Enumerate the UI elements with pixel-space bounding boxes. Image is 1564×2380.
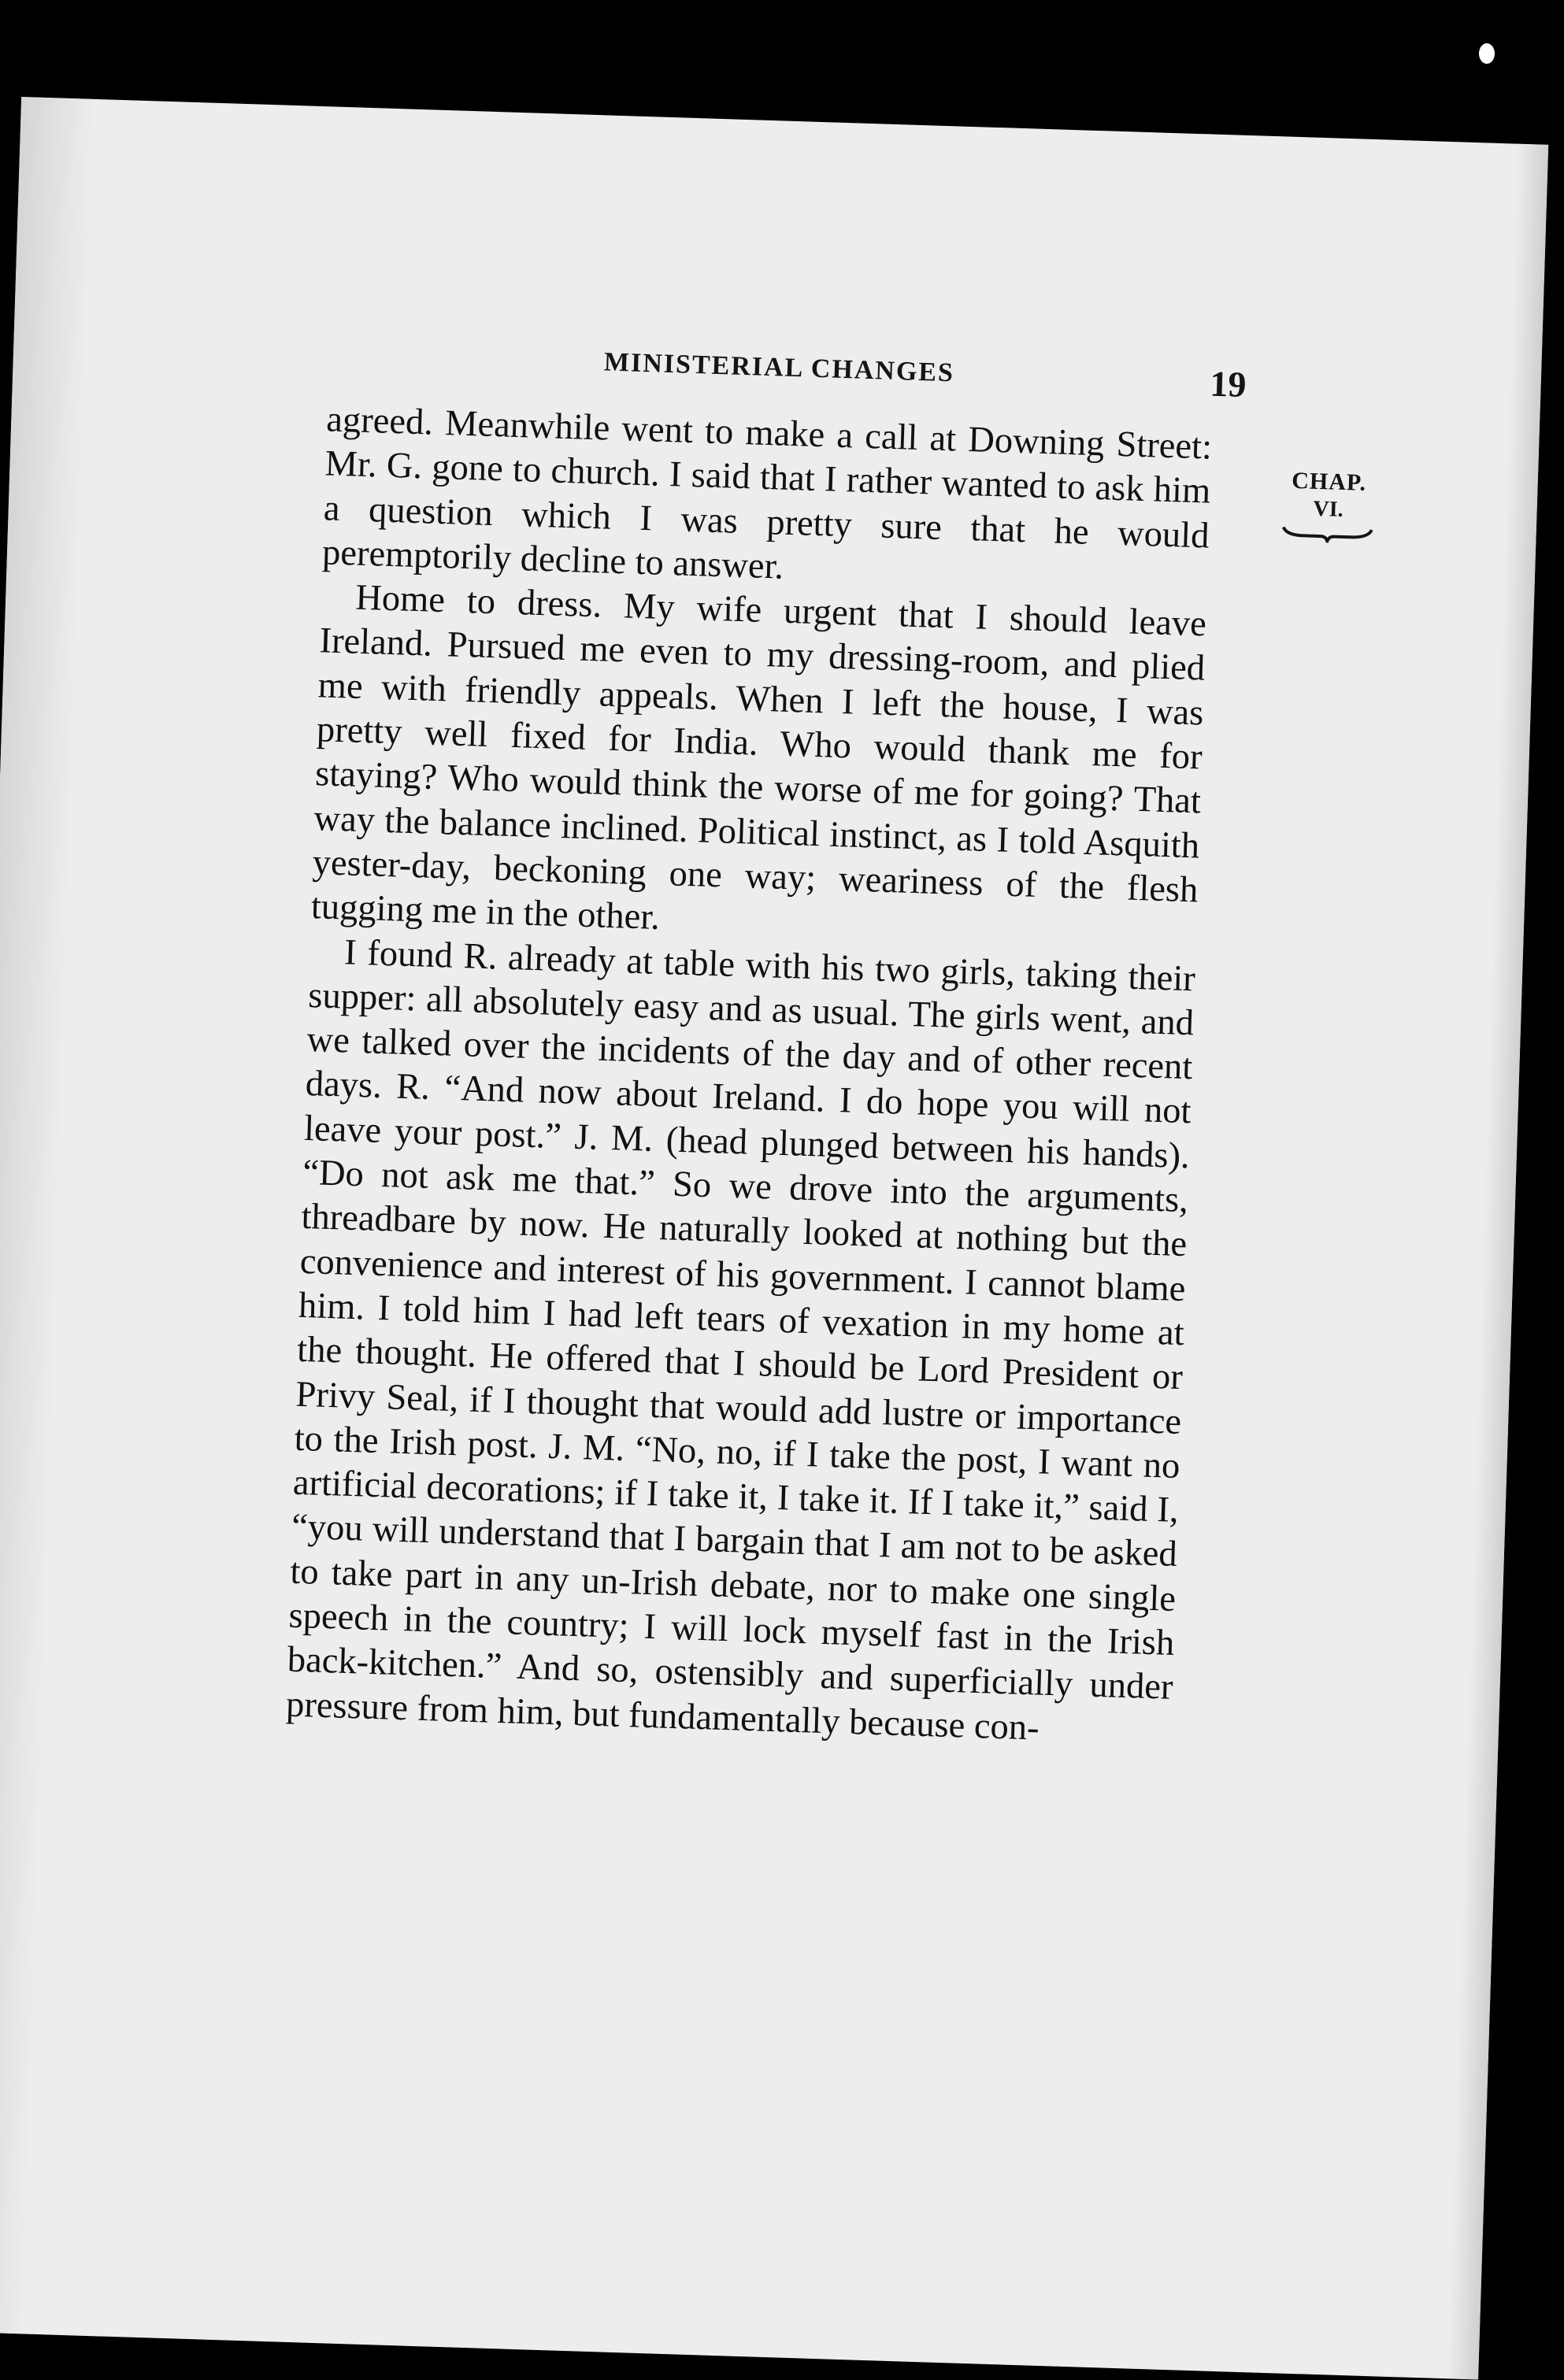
- page-edge-shadow: [1447, 144, 1548, 2380]
- paragraph: I found R. already at table with his two girls, taking their supper: all absolutely easy and as usual. The girls went, and we talked over the incidents of the day and of other recent days. R. “And now about Ireland. I do hope you will not leave your post.” J. M. (head plunged between his hands). “Do not ask me that.” So we drove into the arguments, threadbare by now. He naturally looked at nothing but the convenience and interest of his government. I cannot blame him. I told him I had left tears of vexation in my home at the thought. He offered that I should be Lord President or Privy Seal, if I thought that would add lustre or importance to the Irish post. J. M. “No, no, if I take the post, I want no artificial decorations; if I take it, I take it. If I take it,” said I, “you will understand that I bargain that I am not to be asked to take part in any un-Irish debate, nor to make one single speech in the country; I will lock myself fast in the Irish back-kitchen.” And so, ostensibly and superficially under pressure from him, but fundamentally because con-: [285, 931, 1196, 1749]
- scan-artifact-dot: [1479, 43, 1495, 64]
- body-text: [285, 398, 1212, 1754]
- book-page: [0, 97, 1548, 2380]
- brace-icon: [1280, 524, 1375, 544]
- gutter-shadow: [0, 97, 92, 2334]
- chap-number: VI.: [1313, 496, 1344, 522]
- chap-label: CHAP.: [1291, 467, 1367, 496]
- chapter-marginal-note: [1272, 467, 1384, 544]
- paragraph: Home to dress. My wife urgent that I should leave Ireland. Pursued me even to my dressing-room, and plied me with friendly appeals. When I left the house, I was pretty well fixed for India. Who would thank me for staying? Who would think the worse of me for going? That way the balance inclined. Political instinct, as I told Asquith yester-day, beckoning one way; weariness of the flesh tugging me in the other.: [310, 577, 1207, 938]
- paragraph: agreed. Meanwhile went to make a call at Downing Street: Mr. G. gone to church. I said that I rather wanted to ask him a question which I was pretty sure that he would peremptorily decline to answer.: [321, 399, 1213, 587]
- page-number: 19: [1209, 363, 1247, 405]
- running-title: MINISTERIAL CHANGES: [603, 347, 955, 388]
